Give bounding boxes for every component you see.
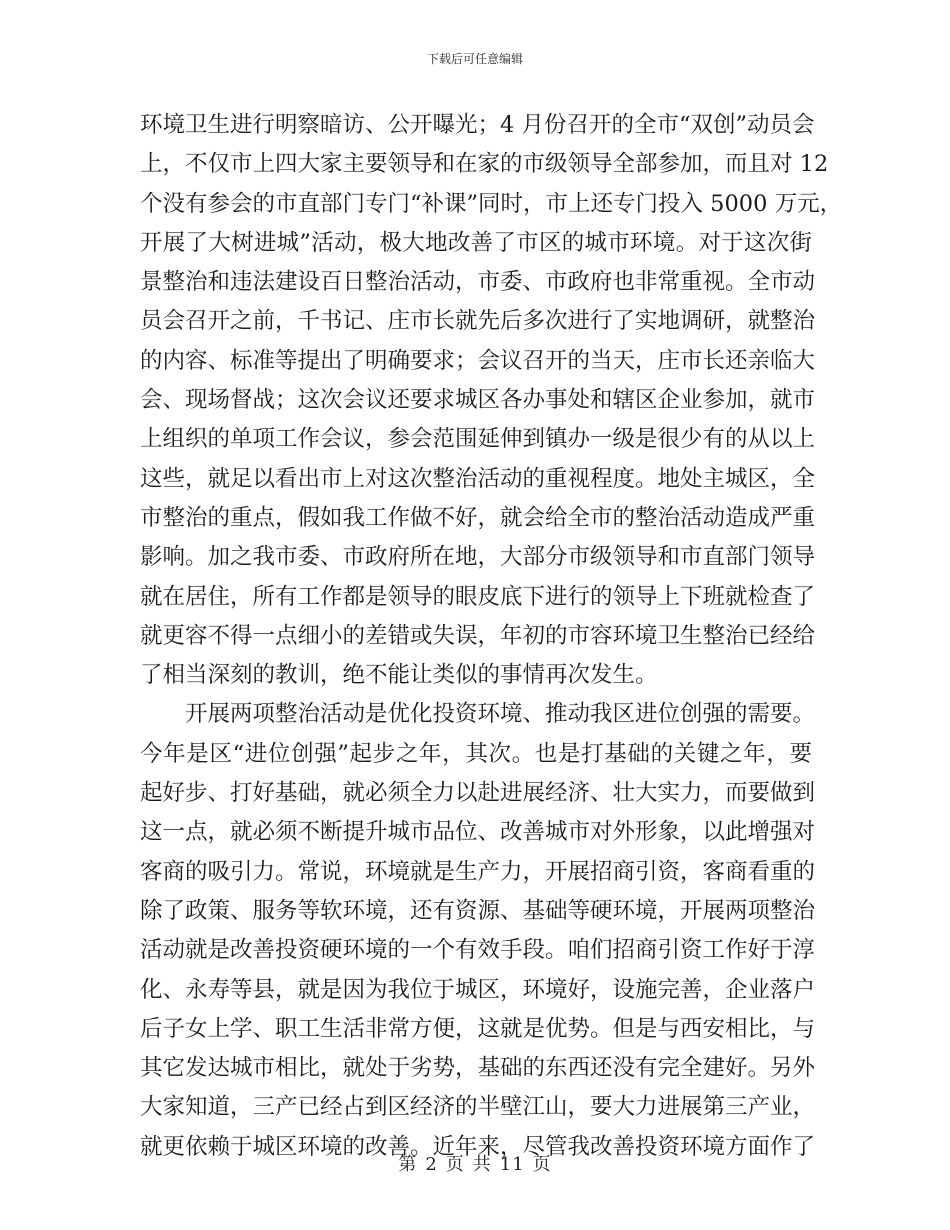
text-line: 起好步、打好基础，就必须全力以赴进展经济、壮大实力，而要做到 [140, 780, 816, 807]
text-line: 的内容、标准等提出了明确要求；会议召开的当天，庄市长还亲临大 [140, 347, 816, 374]
text-line: 了相当深刻的教训，绝不能让类似的事情再次发生。 [140, 662, 658, 689]
text-line: 景整治和违法建设百日整治活动，市委、市政府也非常重视。全市动 [140, 269, 816, 296]
text-line: 化、永寿等县，就是因为我位于城区，环境好，设施完善，企业落户 [140, 976, 816, 1003]
paragraph-1 [140, 106, 843, 695]
text-line: 影响。加之我市委、市政府所在地，大部分市级领导和市直部门领导 [140, 544, 816, 571]
text-line: 会、现场督战；这次会议还要求城区各办事处和辖区企业参加，就市 [140, 387, 816, 414]
text-line: 今年是区“进位创强”起步之年，其次。也是打基础的关键之年，要 [140, 740, 812, 767]
text-line: 上组织的单项工作会议，参会范围延伸到镇办一级是很少有的从以上 [140, 426, 816, 453]
text-line: 这些，就足以看出市上对这次整治活动的重视程度。地处主城区，全 [140, 465, 816, 492]
text-line: 个没有参会的市直部门专门“补课”同时，市上还专门投入 5000 万元， [140, 190, 843, 217]
text-line: 后子女上学、职工生活非常方便，这就是优势。但是与西安相比，与 [140, 1015, 816, 1042]
document-body [140, 106, 843, 1167]
header-text: 下载后可任意编辑 [426, 52, 523, 66]
text-line: 这一点，就必须不断提升城市品位、改善城市对外形象，以此增强对 [140, 819, 816, 846]
text-line: 除了政策、服务等软环境，还有资源、基础等硬环境，开展两项整治 [140, 897, 816, 924]
text-line: 大家知道，三产已经占到区经济的半壁江山，要大力进展第三产业， [140, 1094, 816, 1121]
text-line: 环境卫生进行明察暗访、公开曝光；4 月份召开的全市“双创”动员会 [140, 112, 815, 138]
total-unit: 页 [532, 1154, 552, 1175]
page-unit: 页 [445, 1154, 465, 1175]
text-line: 上，不仅市上四大家主要领导和在家的市级领导全部参加，而且对 12 [140, 151, 829, 178]
page-number-total: 11 [499, 1154, 525, 1175]
text-line: 就更依赖于城区环境的改善。近年来，尽管我改善投资环境方面作了 [140, 1133, 816, 1160]
text-line: 就更容不得一点细小的差错或失误，年初的市容环境卫生整治已经给 [140, 622, 816, 649]
text-line: 开展两项整治活动是优化投资环境、推动我区进位创强的需要。 [185, 701, 816, 728]
text-line: 客商的吸引力。常说，环境就是生产力，开展招商引资，客商看重的 [140, 858, 816, 885]
text-line: 其它发达城市相比，就处于劣势，基础的东西还没有完全建好。另外 [140, 1055, 816, 1082]
page-footer [0, 1153, 950, 1177]
paragraph-2 [140, 695, 816, 1167]
text-line: 员会召开之前，千书记、庄市长就先后多次进行了实地调研，就整治 [140, 308, 816, 335]
page-label: 第 [398, 1154, 418, 1175]
page-header [0, 50, 950, 68]
text-line: 就在居住，所有工作都是领导的眼皮底下进行的领导上下班就检查了 [140, 583, 816, 610]
page-number-current: 2 [425, 1154, 438, 1175]
text-line: 活动就是改善投资硬环境的一个有效手段。咱们招商引资工作好于淳 [140, 937, 816, 964]
text-line: 开展了大树进城”活动，极大地改善了市区的城市环境。对于这次街 [140, 229, 812, 256]
text-line: 市整治的重点，假如我工作做不好，就会给全市的整治活动造成严重 [140, 504, 816, 531]
total-label: 共 [472, 1154, 492, 1175]
